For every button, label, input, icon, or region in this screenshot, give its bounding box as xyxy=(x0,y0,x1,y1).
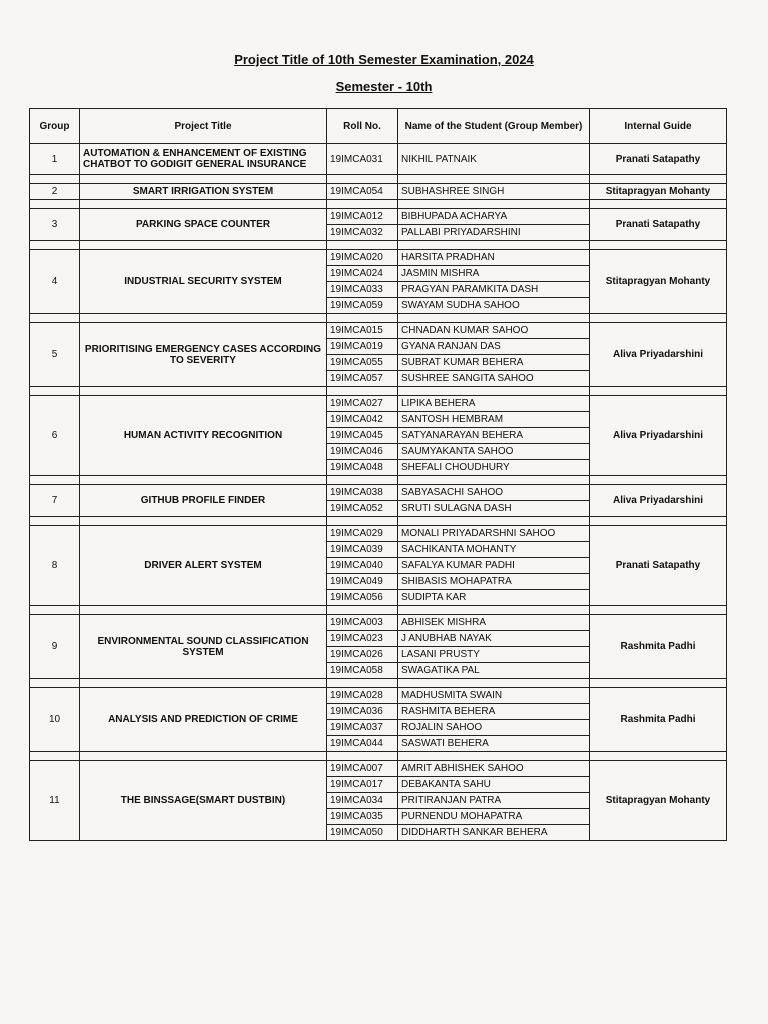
separator-cell xyxy=(327,606,398,615)
separator-cell xyxy=(398,517,590,526)
table-row xyxy=(30,615,727,631)
roll-number: 19IMCA003 xyxy=(327,615,398,631)
student-name: NIKHIL PATNAIK xyxy=(398,144,590,175)
separator-cell xyxy=(590,517,727,526)
separator-cell xyxy=(398,175,590,184)
separator-cell xyxy=(398,314,590,323)
student-name: SRUTI SULAGNA DASH xyxy=(398,501,590,517)
student-name: SANTOSH HEMBRAM xyxy=(398,412,590,428)
group-number: 5 xyxy=(30,323,80,387)
separator-cell xyxy=(590,752,727,761)
separator-cell xyxy=(30,175,80,184)
separator-cell xyxy=(327,679,398,688)
project-title: ENVIRONMENTAL SOUND CLASSIFICATION SYSTEM xyxy=(80,615,327,679)
student-name: SHIBASIS MOHAPATRA xyxy=(398,574,590,590)
project-title: PRIORITISING EMERGENCY CASES ACCORDING TO SEVERITY xyxy=(80,323,327,387)
group-number: 1 xyxy=(30,144,80,175)
group-separator-row xyxy=(30,517,727,526)
student-name: ABHISEK MISHRA xyxy=(398,615,590,631)
roll-number: 19IMCA033 xyxy=(327,282,398,298)
separator-cell xyxy=(327,200,398,209)
separator-cell xyxy=(590,679,727,688)
project-title: INDUSTRIAL SECURITY SYSTEM xyxy=(80,250,327,314)
roll-number: 19IMCA023 xyxy=(327,631,398,647)
separator-cell xyxy=(30,752,80,761)
project-title: HUMAN ACTIVITY RECOGNITION xyxy=(80,396,327,476)
group-number: 9 xyxy=(30,615,80,679)
student-name: SAUMYAKANTA SAHOO xyxy=(398,444,590,460)
roll-number: 19IMCA057 xyxy=(327,371,398,387)
internal-guide: Pranati Satapathy xyxy=(590,526,727,606)
separator-cell xyxy=(80,314,327,323)
roll-number: 19IMCA050 xyxy=(327,825,398,841)
student-name: SUDIPTA KAR xyxy=(398,590,590,606)
separator-cell xyxy=(80,476,327,485)
student-name: SUBRAT KUMAR BEHERA xyxy=(398,355,590,371)
table-row xyxy=(30,761,727,777)
separator-cell xyxy=(30,387,80,396)
roll-number: 19IMCA037 xyxy=(327,720,398,736)
roll-number: 19IMCA017 xyxy=(327,777,398,793)
col-header-group: Group xyxy=(30,109,80,144)
student-name: SABYASACHI SAHOO xyxy=(398,485,590,501)
roll-number: 19IMCA052 xyxy=(327,501,398,517)
project-title: DRIVER ALERT SYSTEM xyxy=(80,526,327,606)
group-number: 11 xyxy=(30,761,80,841)
roll-number: 19IMCA036 xyxy=(327,704,398,720)
roll-number: 19IMCA044 xyxy=(327,736,398,752)
separator-cell xyxy=(327,175,398,184)
roll-number: 19IMCA055 xyxy=(327,355,398,371)
separator-cell xyxy=(30,200,80,209)
col-header-roll-no: Roll No. xyxy=(327,109,398,144)
table-header-row xyxy=(30,109,727,144)
internal-guide: Pranati Satapathy xyxy=(590,209,727,241)
roll-number: 19IMCA024 xyxy=(327,266,398,282)
separator-cell xyxy=(80,679,327,688)
student-name: SUSHREE SANGITA SAHOO xyxy=(398,371,590,387)
roll-number: 19IMCA038 xyxy=(327,485,398,501)
student-name: PURNENDU MOHAPATRA xyxy=(398,809,590,825)
roll-number: 19IMCA056 xyxy=(327,590,398,606)
internal-guide: Pranati Satapathy xyxy=(590,144,727,175)
group-number: 2 xyxy=(30,184,80,200)
group-number: 7 xyxy=(30,485,80,517)
separator-cell xyxy=(327,476,398,485)
group-separator-row xyxy=(30,752,727,761)
separator-cell xyxy=(80,606,327,615)
separator-cell xyxy=(398,200,590,209)
table-row xyxy=(30,526,727,542)
roll-number: 19IMCA035 xyxy=(327,809,398,825)
student-name: MADHUSMITA SWAIN xyxy=(398,688,590,704)
student-name: PRAGYAN PARAMKITA DASH xyxy=(398,282,590,298)
table-body xyxy=(30,144,727,841)
student-name: GYANA RANJAN DAS xyxy=(398,339,590,355)
group-separator-row xyxy=(30,476,727,485)
internal-guide: Aliva Priyadarshini xyxy=(590,485,727,517)
separator-cell xyxy=(590,387,727,396)
col-header-student-name: Name of the Student (Group Member) xyxy=(398,109,590,144)
roll-number: 19IMCA015 xyxy=(327,323,398,339)
roll-number: 19IMCA059 xyxy=(327,298,398,314)
separator-cell xyxy=(30,606,80,615)
separator-cell xyxy=(327,387,398,396)
separator-cell xyxy=(327,314,398,323)
project-title: ANALYSIS AND PREDICTION OF CRIME xyxy=(80,688,327,752)
separator-cell xyxy=(80,200,327,209)
internal-guide: Aliva Priyadarshini xyxy=(590,323,727,387)
student-name: JASMIN MISHRA xyxy=(398,266,590,282)
roll-number: 19IMCA032 xyxy=(327,225,398,241)
table-row xyxy=(30,323,727,339)
roll-number: 19IMCA048 xyxy=(327,460,398,476)
table-row xyxy=(30,688,727,704)
roll-number: 19IMCA026 xyxy=(327,647,398,663)
separator-cell xyxy=(398,679,590,688)
roll-number: 19IMCA012 xyxy=(327,209,398,225)
separator-cell xyxy=(327,752,398,761)
student-name: BIBHUPADA ACHARYA xyxy=(398,209,590,225)
separator-cell xyxy=(327,241,398,250)
table-row xyxy=(30,396,727,412)
student-name: DEBAKANTA SAHU xyxy=(398,777,590,793)
student-name: SWAYAM SUDHA SAHOO xyxy=(398,298,590,314)
group-number: 8 xyxy=(30,526,80,606)
student-name: HARSITA PRADHAN xyxy=(398,250,590,266)
separator-cell xyxy=(398,476,590,485)
separator-cell xyxy=(398,241,590,250)
separator-cell xyxy=(590,175,727,184)
separator-cell xyxy=(30,679,80,688)
separator-cell xyxy=(30,476,80,485)
separator-cell xyxy=(327,517,398,526)
group-separator-row xyxy=(30,606,727,615)
roll-number: 19IMCA039 xyxy=(327,542,398,558)
student-name: LASANI PRUSTY xyxy=(398,647,590,663)
table-row xyxy=(30,144,727,175)
student-name: DIDDHARTH SANKAR BEHERA xyxy=(398,825,590,841)
col-header-project-title: Project Title xyxy=(80,109,327,144)
table-row xyxy=(30,209,727,225)
student-name: ROJALIN SAHOO xyxy=(398,720,590,736)
roll-number: 19IMCA045 xyxy=(327,428,398,444)
student-name: J ANUBHAB NAYAK xyxy=(398,631,590,647)
group-separator-row xyxy=(30,387,727,396)
internal-guide: Rashmita Padhi xyxy=(590,688,727,752)
separator-cell xyxy=(30,314,80,323)
student-name: RASHMITA BEHERA xyxy=(398,704,590,720)
separator-cell xyxy=(80,387,327,396)
internal-guide: Stitapragyan Mohanty xyxy=(590,761,727,841)
group-separator-row xyxy=(30,200,727,209)
roll-number: 19IMCA028 xyxy=(327,688,398,704)
group-separator-row xyxy=(30,679,727,688)
document-subtitle: Semester - 10th xyxy=(335,79,433,94)
student-name: SHEFALI CHOUDHURY xyxy=(398,460,590,476)
internal-guide: Stitapragyan Mohanty xyxy=(590,250,727,314)
group-number: 3 xyxy=(30,209,80,241)
group-separator-row xyxy=(30,314,727,323)
roll-number: 19IMCA007 xyxy=(327,761,398,777)
roll-number: 19IMCA031 xyxy=(327,144,398,175)
separator-cell xyxy=(590,476,727,485)
group-number: 4 xyxy=(30,250,80,314)
separator-cell xyxy=(80,175,327,184)
separator-cell xyxy=(30,517,80,526)
student-name: SACHIKANTA MOHANTY xyxy=(398,542,590,558)
internal-guide: Aliva Priyadarshini xyxy=(590,396,727,476)
roll-number: 19IMCA020 xyxy=(327,250,398,266)
project-title: AUTOMATION & ENHANCEMENT OF EXISTING CHATBOT TO GODIGIT GENERAL INSURANCE xyxy=(80,144,327,175)
roll-number: 19IMCA046 xyxy=(327,444,398,460)
separator-cell xyxy=(398,606,590,615)
table-row xyxy=(30,184,727,200)
project-title: GITHUB PROFILE FINDER xyxy=(80,485,327,517)
group-number: 10 xyxy=(30,688,80,752)
student-name: CHNADAN KUMAR SAHOO xyxy=(398,323,590,339)
group-separator-row xyxy=(30,175,727,184)
separator-cell xyxy=(590,606,727,615)
separator-cell xyxy=(590,314,727,323)
student-name: AMRIT ABHISHEK SAHOO xyxy=(398,761,590,777)
student-name: PRITIRANJAN PATRA xyxy=(398,793,590,809)
separator-cell xyxy=(590,200,727,209)
project-title: PARKING SPACE COUNTER xyxy=(80,209,327,241)
internal-guide: Stitapragyan Mohanty xyxy=(590,184,727,200)
group-separator-row xyxy=(30,241,727,250)
roll-number: 19IMCA019 xyxy=(327,339,398,355)
document-title: Project Title of 10th Semester Examination, 2024 xyxy=(234,52,534,67)
separator-cell xyxy=(30,241,80,250)
student-name: SWAGATIKA PAL xyxy=(398,663,590,679)
student-name: LIPIKA BEHERA xyxy=(398,396,590,412)
table-row xyxy=(30,250,727,266)
project-title: SMART IRRIGATION SYSTEM xyxy=(80,184,327,200)
student-name: MONALI PRIYADARSHNI SAHOO xyxy=(398,526,590,542)
separator-cell xyxy=(590,241,727,250)
student-name: PALLABI PRIYADARSHINI xyxy=(398,225,590,241)
roll-number: 19IMCA034 xyxy=(327,793,398,809)
roll-number: 19IMCA054 xyxy=(327,184,398,200)
separator-cell xyxy=(80,752,327,761)
roll-number: 19IMCA040 xyxy=(327,558,398,574)
group-number: 6 xyxy=(30,396,80,476)
student-name: SUBHASHREE SINGH xyxy=(398,184,590,200)
student-name: SATYANARAYAN BEHERA xyxy=(398,428,590,444)
roll-number: 19IMCA027 xyxy=(327,396,398,412)
student-name: SASWATI BEHERA xyxy=(398,736,590,752)
roll-number: 19IMCA042 xyxy=(327,412,398,428)
internal-guide: Rashmita Padhi xyxy=(590,615,727,679)
separator-cell xyxy=(398,752,590,761)
roll-number: 19IMCA049 xyxy=(327,574,398,590)
roll-number: 19IMCA058 xyxy=(327,663,398,679)
roll-number: 19IMCA029 xyxy=(327,526,398,542)
col-header-internal-guide: Internal Guide xyxy=(590,109,727,144)
project-table xyxy=(29,108,727,841)
separator-cell xyxy=(80,517,327,526)
project-title: THE BINSSAGE(SMART DUSTBIN) xyxy=(80,761,327,841)
separator-cell xyxy=(80,241,327,250)
student-name: SAFALYA KUMAR PADHI xyxy=(398,558,590,574)
table-row xyxy=(30,485,727,501)
separator-cell xyxy=(398,387,590,396)
